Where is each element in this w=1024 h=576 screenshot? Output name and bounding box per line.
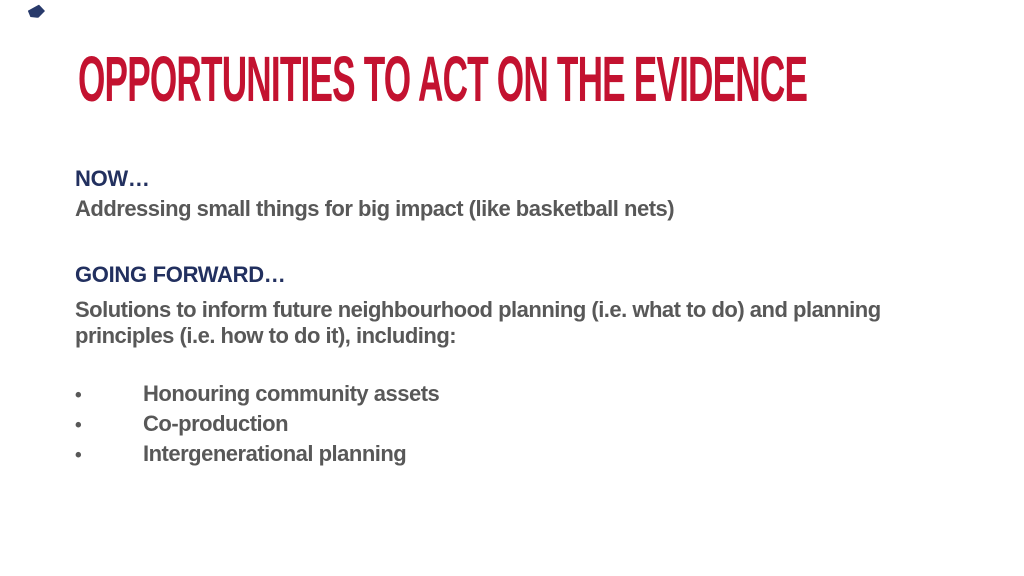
bullet-text: Honouring community assets bbox=[143, 381, 440, 406]
body-line: principles (i.e. how to do it), including: bbox=[75, 323, 457, 348]
bullet-text: Co-production bbox=[143, 411, 289, 436]
corner-mark-decoration bbox=[27, 4, 46, 19]
bullet-text: Intergenerational planning bbox=[143, 441, 407, 466]
bullet-list bbox=[75, 381, 439, 471]
section-body-going-forward bbox=[75, 297, 881, 349]
list-item bbox=[75, 411, 439, 441]
bullet-icon: • bbox=[75, 445, 82, 466]
bullet-icon: • bbox=[75, 415, 82, 436]
list-item bbox=[75, 381, 439, 411]
section-body-now: Addressing small things for big impact (like basketball nets) bbox=[75, 196, 675, 221]
section-heading-now: NOW… bbox=[75, 166, 150, 191]
body-line: Solutions to inform future neighbourhood planning (i.e. what to do) and planning bbox=[75, 297, 881, 322]
section-heading-going-forward: GOING FORWARD… bbox=[75, 262, 286, 287]
bullet-icon: • bbox=[75, 385, 82, 406]
slide-title: OPPORTUNITIES TO ACT ON THE EVIDENCE bbox=[78, 43, 808, 115]
list-item bbox=[75, 441, 439, 471]
